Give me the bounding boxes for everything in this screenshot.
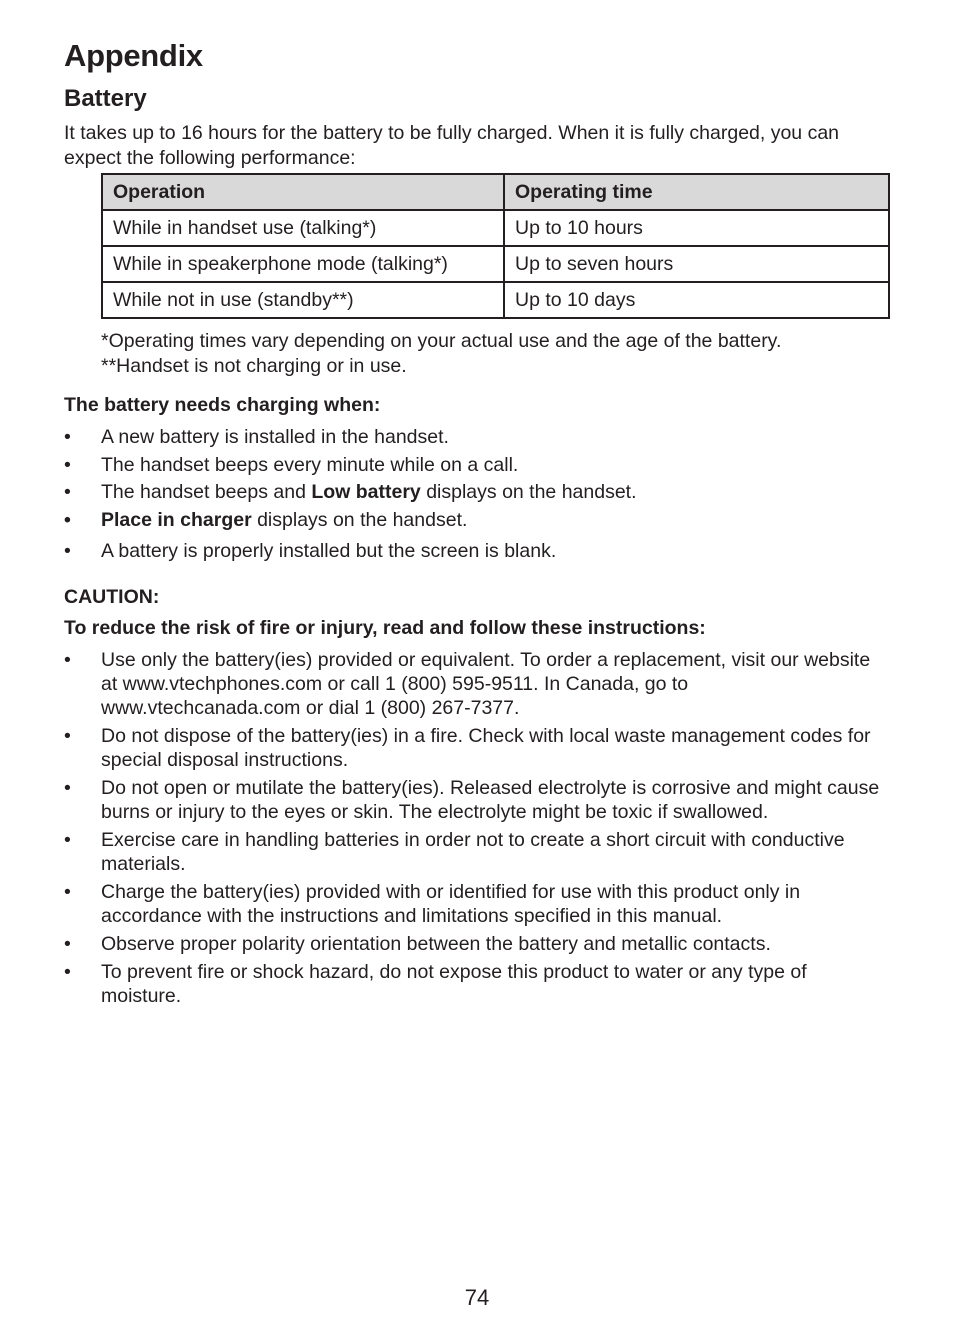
list-item: • Use only the battery(ies) provided or equivalent. To order a replacement, visit our website at www.vtechphones.com or call 1 (800) 595-9511. In Canada, go to www.vtechcanada.com or dial 1 (800) 267-7377. [64, 649, 871, 719]
caution-label: CAUTION: [64, 586, 160, 608]
footnote-operating-times: *Operating times vary depending on your actual use and the age of the battery. [101, 330, 782, 352]
list-item: • Do not dispose of the battery(ies) in a fire. Check with local waste management codes for special disposal instructions. [64, 725, 871, 771]
table-cell-time: Up to seven hours [504, 246, 889, 282]
list-item: • Do not open or mutilate the battery(ies). Released electrolyte is corrosive and might cause burns or injury to the eyes or skin. The electrolyte might be toxic if swallowed. [64, 777, 880, 823]
bullet-icon: • [64, 829, 71, 851]
list-item: • Place in charger displays on the handset. [64, 508, 468, 531]
table-cell-time: Up to 10 days [504, 282, 889, 318]
table-row [102, 246, 889, 282]
bullet-icon: • [64, 961, 71, 983]
list-item: • To prevent fire or shock hazard, do not expose this product to water or any type of moisture. [64, 961, 807, 1007]
table-header-operation: Operation [102, 174, 504, 210]
battery-performance-table [101, 173, 890, 319]
table-header-row [102, 174, 889, 210]
charging-heading: The battery needs charging when: [64, 394, 381, 416]
list-item: • Exercise care in handling batteries in order not to create a short circuit with conductive materials. [64, 829, 845, 875]
bullet-icon: • [64, 649, 71, 671]
low-battery-text: Low battery [311, 481, 421, 503]
section-title: Appendix [64, 38, 203, 73]
caution-heading: To reduce the risk of fire or injury, read and follow these instructions: [64, 617, 706, 639]
table-cell-operation: While in speakerphone mode (talking*) [102, 246, 504, 282]
place-in-charger-text: Place in charger [101, 508, 252, 531]
table-cell-operation: While not in use (standby**) [102, 282, 504, 318]
footnote-standby: **Handset is not charging or in use. [101, 354, 407, 377]
table-footnotes [101, 329, 890, 378]
list-item: • A battery is properly installed but the screen is blank. [64, 539, 557, 562]
bullet-icon: • [64, 881, 71, 903]
intro-paragraph: It takes up to 16 hours for the battery to be fully charged. When it is fully charged, you can expect the following performance: [64, 122, 840, 169]
caution-list [64, 648, 890, 1008]
charging-list [64, 425, 890, 563]
table-cell-operation: While in handset use (talking*) [102, 210, 504, 246]
list-item: • A new battery is installed in the handset. [64, 426, 449, 448]
list-item: • The handset beeps and Low battery displays on the handset. [64, 481, 637, 503]
bullet-icon: • [64, 777, 71, 799]
table-header-operating-time: Operating time [504, 174, 889, 210]
list-item: • Charge the battery(ies) provided with or identified for use with this product only in accordance with the instructions and limitations specified in this manual. [64, 881, 801, 927]
table-row [102, 282, 889, 318]
list-item: • The handset beeps every minute while on a call. [64, 453, 519, 476]
bullet-icon: • [64, 453, 71, 476]
list-item: • Observe proper polarity orientation between the battery and metallic contacts. [64, 933, 771, 955]
bullet-icon: • [64, 933, 71, 955]
table-cell-time: Up to 10 hours [504, 210, 889, 246]
subsection-title: Battery [64, 85, 147, 112]
bullet-icon: • [64, 508, 71, 531]
bullet-icon: • [64, 725, 71, 747]
page-number: 74 [464, 1285, 490, 1310]
bullet-icon: • [64, 539, 71, 562]
bullet-icon: • [64, 426, 71, 448]
table-row [102, 210, 889, 246]
bullet-icon: • [64, 481, 71, 503]
